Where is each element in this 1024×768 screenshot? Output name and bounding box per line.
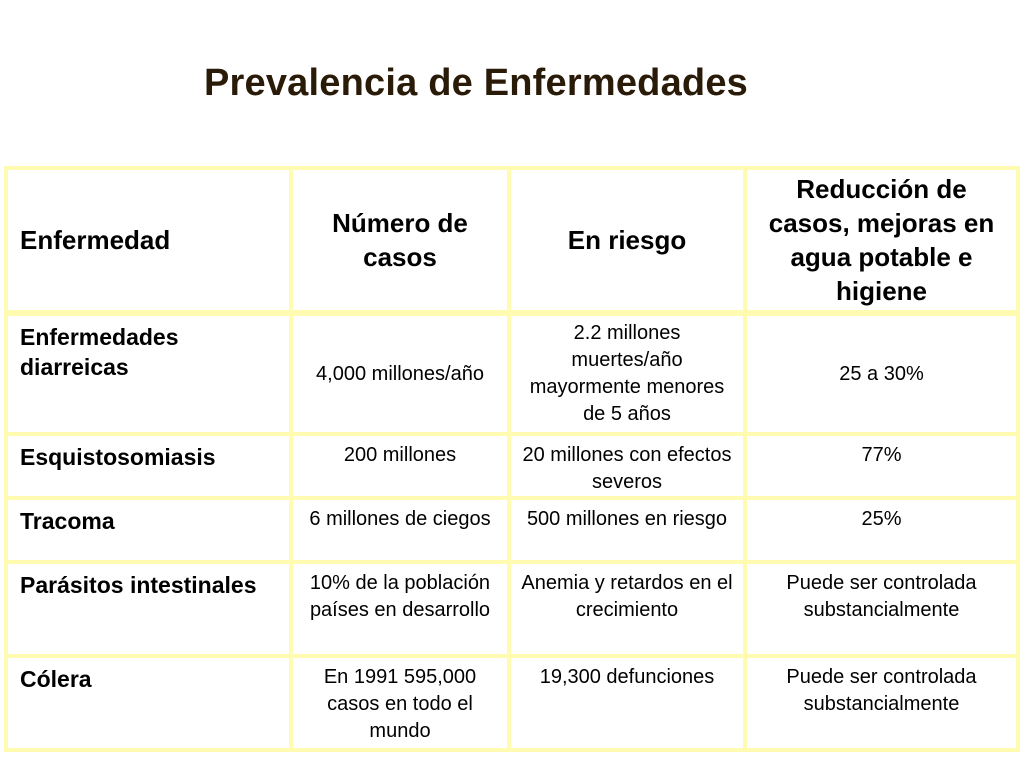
disease-name: Cólera (8, 658, 293, 748)
disease-name: Parásitos intestinales (8, 564, 293, 658)
header-cases: Número de casos (293, 170, 511, 316)
reduction-cell: 25 a 30% (747, 316, 1016, 436)
risk-cell: 500 millones en riesgo (511, 500, 747, 564)
reduction-cell: Puede ser controlada substancialmente (747, 658, 1016, 748)
disease-name: Enfermedades diarreicas (8, 316, 293, 436)
risk-cell: 2.2 millones muertes/año mayormente menores de 5 años (511, 316, 747, 436)
cases-cell: 10% de la población países en desarrollo (293, 564, 511, 658)
table-row (8, 658, 1016, 748)
disease-name: Tracoma (8, 500, 293, 564)
reduction-cell: Puede ser controlada substancialmente (747, 564, 1016, 658)
risk-cell: 19,300 defunciones (511, 658, 747, 748)
reduction-cell: 77% (747, 436, 1016, 500)
disease-prevalence-table (8, 170, 1016, 748)
risk-cell: 20 millones con efectos severos (511, 436, 747, 500)
risk-cell: Anemia y retardos en el crecimiento (511, 564, 747, 658)
cases-cell: 200 millones (293, 436, 511, 500)
table-row (8, 564, 1016, 658)
table-row (8, 436, 1016, 500)
header-reduction: Reducción de casos, mejoras en agua potable e higiene (747, 170, 1016, 316)
table-row (8, 500, 1016, 564)
disease-name: Esquistosomiasis (8, 436, 293, 500)
reduction-cell: 25% (747, 500, 1016, 564)
table-header-row (8, 170, 1016, 316)
cases-cell: 6 millones de ciegos (293, 500, 511, 564)
table-container (4, 166, 1020, 752)
cases-cell: 4,000 millones/año (293, 316, 511, 436)
cases-cell: En 1991 595,000 casos en todo el mundo (293, 658, 511, 748)
header-disease: Enfermedad (8, 170, 293, 316)
table-row (8, 316, 1016, 436)
header-risk: En riesgo (511, 170, 747, 316)
slide-title: Prevalencia de Enfermedades (203, 62, 748, 104)
